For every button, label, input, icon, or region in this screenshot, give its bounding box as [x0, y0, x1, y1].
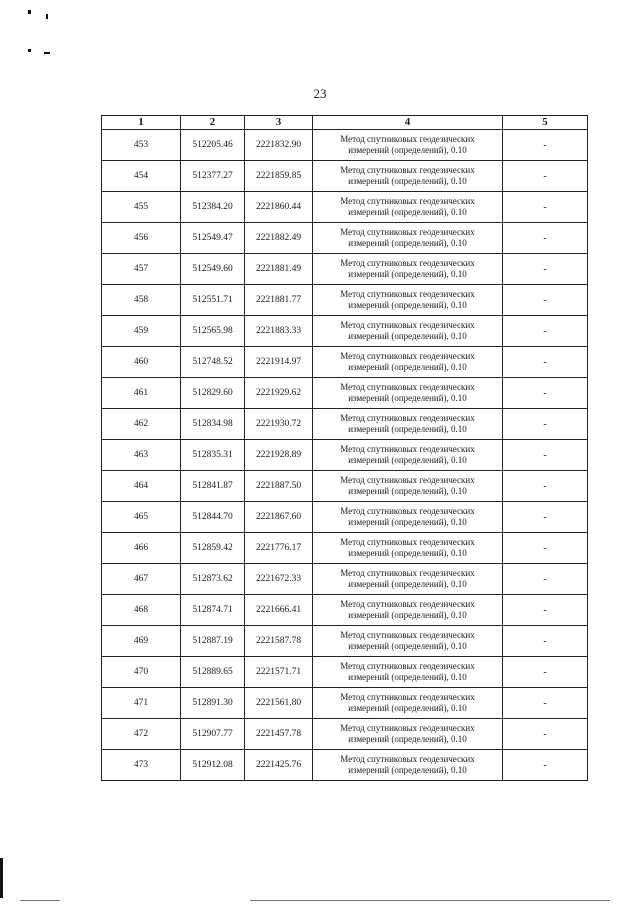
column-5-cell: -: [503, 192, 588, 223]
column-5-cell: -: [503, 254, 588, 285]
method-line: Метод спутниковых геодезических: [340, 444, 475, 454]
method-line: Метод спутниковых геодезических: [340, 537, 475, 547]
method-line: Метод спутниковых геодезических: [340, 196, 475, 206]
y-coordinate-cell: 2221859.85: [245, 161, 313, 192]
y-coordinate-cell: 2221929.62: [245, 378, 313, 409]
method-line: Метод спутниковых геодезических: [340, 661, 475, 671]
point-number-cell: 469: [102, 626, 181, 657]
scan-artifact-mark: [28, 10, 31, 14]
point-number-cell: 470: [102, 657, 181, 688]
column-5-cell: -: [503, 533, 588, 564]
method-line: измерений (определений), 0.10: [348, 517, 467, 527]
y-coordinate-cell: 2221457.78: [245, 719, 313, 750]
column-5-cell: -: [503, 409, 588, 440]
point-number-cell: 453: [102, 130, 181, 161]
x-coordinate-cell: 512889.65: [181, 657, 245, 688]
x-coordinate-cell: 512841.87: [181, 471, 245, 502]
method-line: Метод спутниковых геодезических: [340, 692, 475, 702]
x-coordinate-cell: 512891.30: [181, 688, 245, 719]
y-coordinate-cell: 2221561.80: [245, 688, 313, 719]
x-coordinate-cell: 512834.98: [181, 409, 245, 440]
method-cell: [313, 440, 503, 471]
method-line: Метод спутниковых геодезических: [340, 475, 475, 485]
method-line: измерений (определений), 0.10: [348, 207, 467, 217]
y-coordinate-cell: 2221928.89: [245, 440, 313, 471]
column-5-cell: -: [503, 130, 588, 161]
scan-artifact-mark: [46, 14, 48, 19]
method-line: Метод спутниковых геодезических: [340, 754, 475, 764]
y-coordinate-cell: 2221887.50: [245, 471, 313, 502]
method-line: Метод спутниковых геодезических: [340, 599, 475, 609]
method-line: измерений (определений), 0.10: [348, 300, 467, 310]
table-header-row: [102, 116, 588, 130]
table-row: [102, 130, 588, 161]
point-number-cell: 467: [102, 564, 181, 595]
column-5-cell: -: [503, 347, 588, 378]
method-cell: [313, 378, 503, 409]
y-coordinate-cell: 2221881.77: [245, 285, 313, 316]
x-coordinate-cell: 512748.52: [181, 347, 245, 378]
method-line: Метод спутниковых геодезических: [340, 289, 475, 299]
point-number-cell: 457: [102, 254, 181, 285]
table-row: [102, 223, 588, 254]
x-coordinate-cell: 512912.08: [181, 750, 245, 781]
table-row: [102, 626, 588, 657]
column-5-cell: -: [503, 688, 588, 719]
x-coordinate-cell: 512549.47: [181, 223, 245, 254]
x-coordinate-cell: 512384.20: [181, 192, 245, 223]
x-coordinate-cell: 512887.19: [181, 626, 245, 657]
method-cell: [313, 688, 503, 719]
method-cell: [313, 409, 503, 440]
scan-artifact-edge: [0, 858, 3, 898]
y-coordinate-cell: 2221860.44: [245, 192, 313, 223]
method-line: измерений (определений), 0.10: [348, 455, 467, 465]
table-row: [102, 595, 588, 626]
y-coordinate-cell: 2221882.49: [245, 223, 313, 254]
point-number-cell: 466: [102, 533, 181, 564]
table-row: [102, 657, 588, 688]
column-5-cell: -: [503, 502, 588, 533]
x-coordinate-cell: 512859.42: [181, 533, 245, 564]
method-line: Метод спутниковых геодезических: [340, 723, 475, 733]
point-number-cell: 455: [102, 192, 181, 223]
method-line: измерений (определений), 0.10: [348, 269, 467, 279]
method-cell: [313, 657, 503, 688]
method-line: измерений (определений), 0.10: [348, 579, 467, 589]
table-row: [102, 719, 588, 750]
y-coordinate-cell: 2221883.33: [245, 316, 313, 347]
x-coordinate-cell: 512907.77: [181, 719, 245, 750]
point-number-cell: 458: [102, 285, 181, 316]
scan-artifact-line: [250, 900, 610, 901]
scan-artifact-mark: [44, 52, 50, 54]
x-coordinate-cell: 512551.71: [181, 285, 245, 316]
method-line: измерений (определений), 0.10: [348, 610, 467, 620]
method-cell: [313, 533, 503, 564]
method-line: измерений (определений), 0.10: [348, 548, 467, 558]
method-line: Метод спутниковых геодезических: [340, 227, 475, 237]
table-body: [102, 130, 588, 781]
table-row: [102, 161, 588, 192]
point-number-cell: 471: [102, 688, 181, 719]
column-header: 1: [102, 116, 181, 130]
column-5-cell: -: [503, 161, 588, 192]
method-cell: [313, 192, 503, 223]
y-coordinate-cell: 2221930.72: [245, 409, 313, 440]
table-row: [102, 533, 588, 564]
point-number-cell: 463: [102, 440, 181, 471]
point-number-cell: 472: [102, 719, 181, 750]
x-coordinate-cell: 512205.46: [181, 130, 245, 161]
y-coordinate-cell: 2221571.71: [245, 657, 313, 688]
point-number-cell: 473: [102, 750, 181, 781]
method-line: Метод спутниковых геодезических: [340, 351, 475, 361]
method-line: Метод спутниковых геодезических: [340, 506, 475, 516]
column-5-cell: -: [503, 440, 588, 471]
point-number-cell: 460: [102, 347, 181, 378]
table-row: [102, 254, 588, 285]
method-cell: [313, 502, 503, 533]
y-coordinate-cell: 2221914.97: [245, 347, 313, 378]
table-row: [102, 347, 588, 378]
column-5-cell: -: [503, 223, 588, 254]
y-coordinate-cell: 2221881.49: [245, 254, 313, 285]
column-5-cell: -: [503, 316, 588, 347]
method-line: измерений (определений), 0.10: [348, 331, 467, 341]
method-line: Метод спутниковых геодезических: [340, 134, 475, 144]
method-line: Метод спутниковых геодезических: [340, 382, 475, 392]
point-number-cell: 461: [102, 378, 181, 409]
x-coordinate-cell: 512835.31: [181, 440, 245, 471]
method-cell: [313, 130, 503, 161]
column-5-cell: -: [503, 564, 588, 595]
x-coordinate-cell: 512874.71: [181, 595, 245, 626]
method-line: измерений (определений), 0.10: [348, 734, 467, 744]
point-number-cell: 462: [102, 409, 181, 440]
method-cell: [313, 471, 503, 502]
y-coordinate-cell: 2221672.33: [245, 564, 313, 595]
method-line: измерений (определений), 0.10: [348, 393, 467, 403]
scan-artifact-line: [20, 900, 60, 901]
column-header: 2: [181, 116, 245, 130]
y-coordinate-cell: 2221832.90: [245, 130, 313, 161]
x-coordinate-cell: 512565.98: [181, 316, 245, 347]
table-row: [102, 316, 588, 347]
method-cell: [313, 626, 503, 657]
point-number-cell: 454: [102, 161, 181, 192]
method-line: измерений (определений), 0.10: [348, 176, 467, 186]
column-header: 4: [313, 116, 503, 130]
method-cell: [313, 719, 503, 750]
y-coordinate-cell: 2221867.60: [245, 502, 313, 533]
point-number-cell: 459: [102, 316, 181, 347]
column-header: 5: [503, 116, 588, 130]
method-line: измерений (определений), 0.10: [348, 703, 467, 713]
table-row: [102, 688, 588, 719]
coordinates-table: [101, 115, 588, 781]
x-coordinate-cell: 512549.60: [181, 254, 245, 285]
column-5-cell: -: [503, 719, 588, 750]
table-row: [102, 471, 588, 502]
column-5-cell: -: [503, 471, 588, 502]
method-cell: [313, 750, 503, 781]
x-coordinate-cell: 512829.60: [181, 378, 245, 409]
column-5-cell: -: [503, 285, 588, 316]
table-row: [102, 409, 588, 440]
column-5-cell: -: [503, 657, 588, 688]
method-cell: [313, 564, 503, 595]
method-line: измерений (определений), 0.10: [348, 486, 467, 496]
table-row: [102, 378, 588, 409]
y-coordinate-cell: 2221776.17: [245, 533, 313, 564]
method-cell: [313, 595, 503, 626]
x-coordinate-cell: 512873.62: [181, 564, 245, 595]
point-number-cell: 464: [102, 471, 181, 502]
point-number-cell: 468: [102, 595, 181, 626]
method-line: Метод спутниковых геодезических: [340, 413, 475, 423]
table-row: [102, 502, 588, 533]
column-5-cell: -: [503, 378, 588, 409]
method-line: измерений (определений), 0.10: [348, 424, 467, 434]
method-line: измерений (определений), 0.10: [348, 672, 467, 682]
y-coordinate-cell: 2221587.78: [245, 626, 313, 657]
column-5-cell: -: [503, 626, 588, 657]
method-line: измерений (определений), 0.10: [348, 362, 467, 372]
page-number: 23: [313, 86, 327, 101]
method-line: измерений (определений), 0.10: [348, 641, 467, 651]
method-line: Метод спутниковых геодезических: [340, 568, 475, 578]
table-row: [102, 285, 588, 316]
method-line: Метод спутниковых геодезических: [340, 320, 475, 330]
x-coordinate-cell: 512844.70: [181, 502, 245, 533]
method-line: Метод спутниковых геодезических: [340, 165, 475, 175]
method-cell: [313, 316, 503, 347]
scan-artifact-mark: [28, 49, 31, 52]
table-row: [102, 564, 588, 595]
x-coordinate-cell: 512377.27: [181, 161, 245, 192]
table-row: [102, 440, 588, 471]
method-line: Метод спутниковых геодезических: [340, 258, 475, 268]
column-header: 3: [245, 116, 313, 130]
method-cell: [313, 254, 503, 285]
table-row: [102, 750, 588, 781]
y-coordinate-cell: 2221425.76: [245, 750, 313, 781]
method-cell: [313, 285, 503, 316]
method-cell: [313, 223, 503, 254]
method-cell: [313, 347, 503, 378]
table-row: [102, 192, 588, 223]
point-number-cell: 465: [102, 502, 181, 533]
method-line: измерений (определений), 0.10: [348, 765, 467, 775]
point-number-cell: 456: [102, 223, 181, 254]
column-5-cell: -: [503, 595, 588, 626]
y-coordinate-cell: 2221666.41: [245, 595, 313, 626]
method-line: Метод спутниковых геодезических: [340, 630, 475, 640]
method-cell: [313, 161, 503, 192]
method-line: измерений (определений), 0.10: [348, 145, 467, 155]
method-line: измерений (определений), 0.10: [348, 238, 467, 248]
column-5-cell: -: [503, 750, 588, 781]
